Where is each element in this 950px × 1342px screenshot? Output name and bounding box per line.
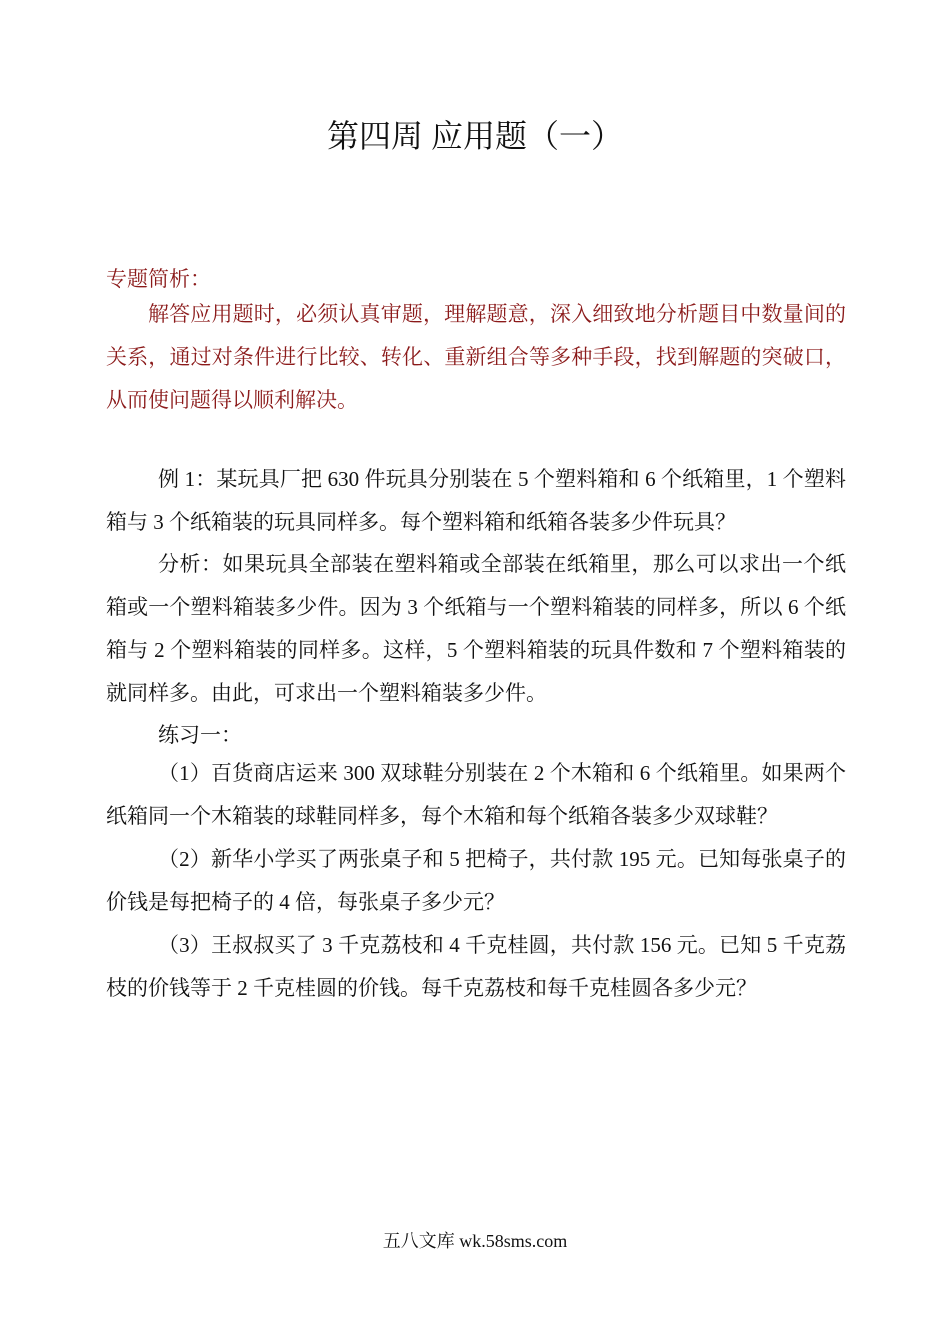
exercise-item-1: （1）百货商店运来 300 双球鞋分别装在 2 个木箱和 6 个纸箱里。如果两个纸箱同一个木箱装的球鞋同样多，每个木箱和每个纸箱各装多少双球鞋？ <box>106 761 846 828</box>
intro-paragraph: 解答应用题时，必须认真审题，理解题意，深入细致地分析题目中数量间的关系，通过对条件进行比较、转化、重新组合等多种手段，找到解题的突破口，从而使问题得以顺利解决。 <box>106 302 846 412</box>
exercise-item-3: （3）王叔叔买了 3 千克荔枝和 4 千克桂圆，共付款 156 元。已知 5 千克荔枝的价钱等于 2 千克桂圆的价钱。每千克荔枝和每千克桂圆各多少元？ <box>106 933 846 1000</box>
page-title: 第四周 应用题（一） <box>326 118 623 154</box>
exercise-label: 练习一： <box>158 723 242 747</box>
footer-watermark: 五八文库 wk.58sms.com <box>382 1231 568 1251</box>
exercise-item-2: （2）新华小学买了两张桌子和 5 把椅子，共付款 195 元。已知每张桌子的价钱是每把椅子的 4 倍，每张桌子多少元？ <box>106 847 846 914</box>
example-paragraph: 例 1：某玩具厂把 630 件玩具分别装在 5 个塑料箱和 6 个纸箱里，1 个塑料箱与 3 个纸箱装的玩具同样多。每个塑料箱和纸箱各装多少件玩具？ <box>106 467 846 534</box>
analysis-paragraph: 分析：如果玩具全部装在塑料箱或全部装在纸箱里，那么可以求出一个纸箱或一个塑料箱装多少件。因为 3 个纸箱与一个塑料箱装的同样多，所以 6 个纸箱与 2 个塑料箱装的同样多。这样，5 个塑料箱装的玩具件数和 7 个塑料箱装的就同样多。由此，可求出一个塑料箱装多少件。 <box>106 552 846 705</box>
section-label: 专题简析： <box>106 267 211 291</box>
